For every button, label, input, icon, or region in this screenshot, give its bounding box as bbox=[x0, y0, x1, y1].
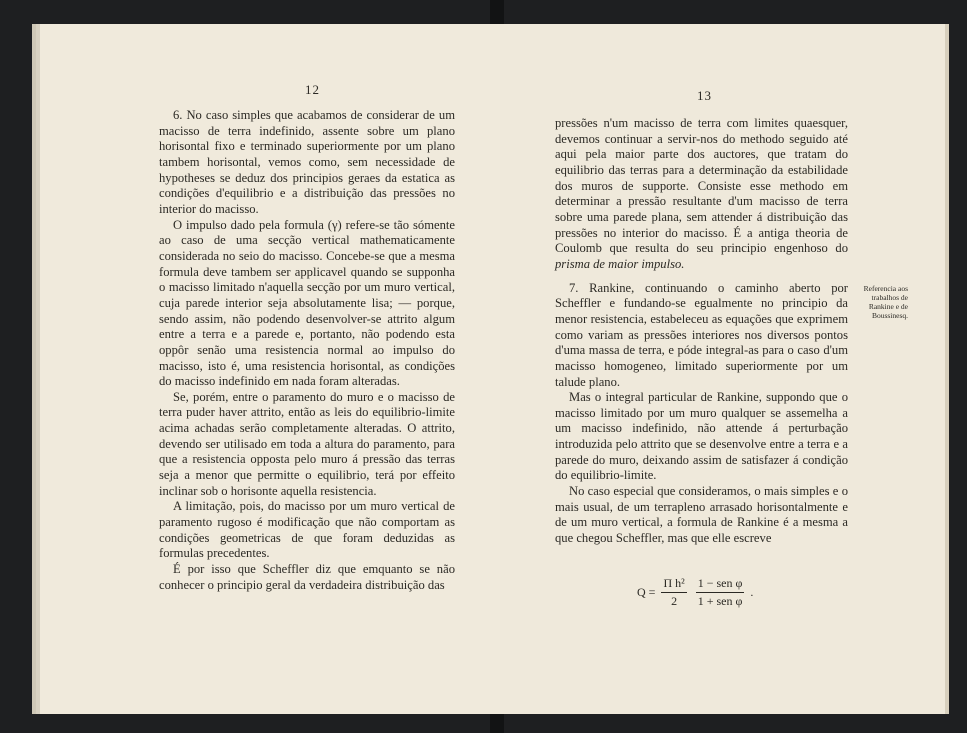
page-number-right: 13 bbox=[697, 88, 712, 103]
paragraph bbox=[555, 116, 848, 273]
margin-note: Referencia aos trabalhos de Rankine e de Boussinesq. bbox=[863, 284, 908, 320]
right-page bbox=[500, 24, 945, 714]
formula-lhs: Q = bbox=[637, 585, 656, 599]
paragraph: A limitação, pois, do macisso por um muro vertical de paramento rugoso é modificação que não comportam as condições geometricas de que foram deduzidas as formulas precedentes. bbox=[159, 499, 455, 561]
page-number-left: 12 bbox=[305, 82, 320, 97]
fraction-numerator: Π h² bbox=[661, 576, 686, 593]
paragraph: 6. No caso simples que acabamos de considerar de um macisso de terra indefinido, assente sobre um plano horisontal fixo e terminado superiormente por um plano tambem horisontal, vemos como, sem necessidade de hypotheses se deduz dos principios geraes da estatica as condições d'equilibrio e a distribuição das pressões no interior do macisso. bbox=[159, 108, 455, 216]
fraction bbox=[661, 576, 686, 609]
fraction-numerator: 1 − sen φ bbox=[696, 576, 745, 593]
paragraph: É por isso que Scheffler diz que emquanto se não conhecer o principio geral da verdadeira distribuição das bbox=[159, 562, 455, 592]
paragraph: No caso especial que consideramos, o mais simples e o mais usual, de um terrapleno arrasado horisontalmente e de um muro vertical, a formula de Rankine é a mesma a que chegou Scheffler, mas que elle escreve bbox=[555, 484, 848, 546]
fraction bbox=[696, 576, 745, 609]
paragraph: O impulso dado pela formula (γ) refere-se tão sómente ao caso de uma secção vertical mathematicamente considerada no seio do macisso. Concebe-se que a mesma formula deve tambem ser applicavel quando se supponha o macisso limitado n'aquella secção por um muro vertical, cuja parede interior seja absolutamente lisa; — porque, sendo assim, não podendo desenvolver-se attrito algum entre a terra e a parede e, portanto, não podendo esta oppôr senão uma resistencia normal ao impulso do macisso, isto é, uma resistencia horisontal, as condições do macisso indefinido em nada foram alteradas. bbox=[159, 217, 455, 389]
paragraph: Se, porém, entre o paramento do muro e o macisso de terra puder haver attrito, então as leis do equilibrio-limite acima achadas serão completamente alteradas. O attrito, devendo ser utilisado em toda a altura do paramento, para que a resistencia opposta pelo muro á pressão das terras seja a menor que permitte o equilibrio, terá por effeito inclinar sob o horisonte aquella resistencia. bbox=[159, 389, 455, 498]
fraction-denominator: 1 + sen φ bbox=[697, 594, 743, 608]
paragraph-text: pressões n'um macisso de terra com limites quaesquer, devemos continuar a servir-nos do methodo seguido até aqui pela maior parte dos auctores, que tratam do equilibrio das terras para a determinação da estabilidade dos muros de supporte. Consiste esse methodo em determinar a pressão resultante d'um macisso de terra sobre uma parede plana, sem attender á distribuição das pressões no interior do macisso. É a antiga theoria de Coulomb que resulta do seu principio engenhoso do bbox=[555, 116, 848, 256]
formula-tail: . bbox=[750, 585, 754, 599]
italic-term: prisma de maior impulso. bbox=[555, 256, 685, 271]
formula bbox=[637, 576, 753, 616]
left-page-body bbox=[159, 108, 455, 593]
paragraph: 7. Rankine, continuando o caminho aberto por Scheffler e fundando-se egualmente no principio da menor resistencia, estabeleceu as equações que exprimem como variam as pressões interiores nos diversos pontos d'uma massa de terra, e póde integral-as para o caso d'um macisso homogeneo, limitado superiormente por um talude plano. bbox=[555, 280, 848, 389]
right-page-body bbox=[555, 116, 848, 547]
fraction-denominator: 2 bbox=[671, 594, 678, 608]
left-page bbox=[40, 24, 502, 714]
paragraph: Mas o integral particular de Rankine, suppondo que o macisso limitado por um muro qualquer se assemelha a um macisso indefinido, não attende á perturbação introduzida pelo attrito que se desenvolve entre a terra e a parede do muro, deixando assim de satisfazer á condição do equilibrio-limite. bbox=[555, 390, 848, 483]
